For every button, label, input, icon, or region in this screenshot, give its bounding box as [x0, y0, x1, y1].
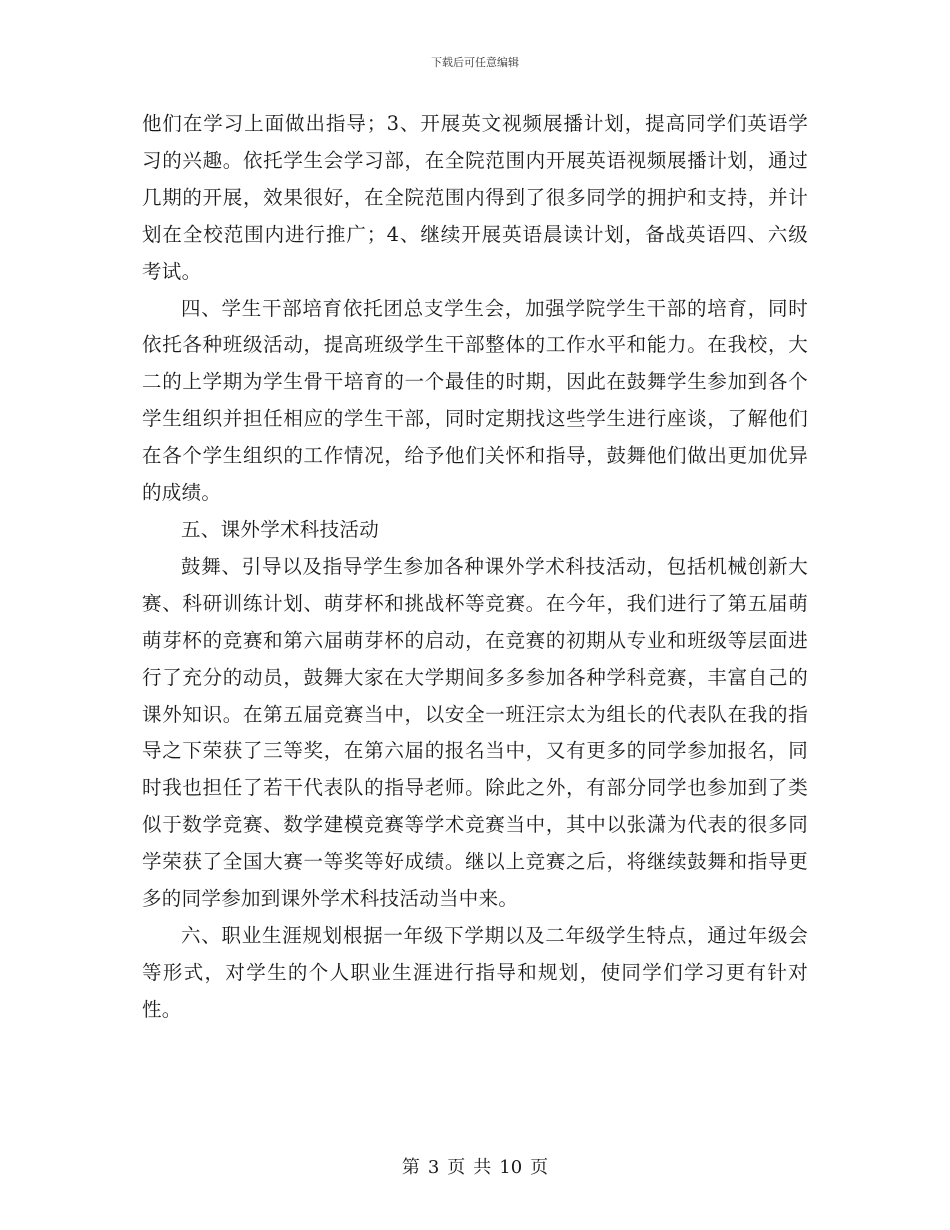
footer-total-unit: 页 [530, 1157, 549, 1178]
header-note: 下载后可任意编辑 [431, 56, 519, 69]
footer-total-pages: 10 [499, 1157, 523, 1178]
paragraph-academic-activities: 鼓舞、引导以及指导学生参加各种课外学术科技活动，包括机械创新大赛、科研训练计划、萌芽杯和挑战杯等竞赛。在今年，我们进行了第五届萌萌芽杯的竞赛和第六届萌芽杯的启动，在竞赛的初期从专业和班级等层面进行了充分的动员，鼓舞大家在大学期间多多参加各种学科竞赛，丰富自己的课外知识。在第五届竞赛当中，以安全一班汪宗太为组长的代表队在我的指导之下荣获了三等奖，在第六届的报名当中，又有更多的同学参加报名，同时我也担任了若干代表队的指导老师。除此之外，有部分同学也参加到了类似于数学竞赛、数学建模竞赛等学术竞赛当中，其中以张潇为代表的很多同学荣获了全国大赛一等奖等好成绩。继以上竞赛之后，将继续鼓舞和指导更多的同学参加到课外学术科技活动当中来。 [142, 554, 808, 911]
paragraph-career-planning: 六、职业生涯规划根据一年级下学期以及二年级学生特点，通过年级会等形式，对学生的个人职业生涯进行指导和规划，使同学们学习更有针对性。 [142, 923, 808, 1021]
footer-total-label: 共 [473, 1157, 492, 1178]
section-heading-academic: 五、课外学术科技活动 [181, 517, 380, 541]
paragraph-student-cadre: 四、学生干部培育依托团总支学生会，加强学院学生干部的培育，同时依托各种班级活动，提高班级学生干部整体的工作水平和能力。在我校，大二的上学期为学生骨干培育的一个最佳的时期，因此在鼓舞学生参加到各个学生组织并担任相应的学生干部，同时定期找这些学生进行座谈，了解他们在各个学生组织的工作情况，给予他们关怀和指导，鼓舞他们做出更加优异的成绩。 [142, 296, 808, 505]
paragraph-english-plan: 他们在学习上面做出指导；3、开展英文视频展播计划，提高同学们英语学习的兴趣。依托学生会学习部，在全院范围内开展英语视频展播计划，通过几期的开展，效果很好，在全院范围内得到了很多同学的拥护和支持，并计划在全校范围内进行推广；4、继续开展英语晨读计划，备战英语四、六级考试。 [142, 112, 808, 283]
footer-page-unit: 页 [447, 1157, 466, 1178]
footer-page-number: 3 [427, 1157, 440, 1178]
footer-page-label: 第 [401, 1157, 420, 1178]
document-body [142, 106, 808, 1029]
page-footer [0, 1153, 950, 1179]
